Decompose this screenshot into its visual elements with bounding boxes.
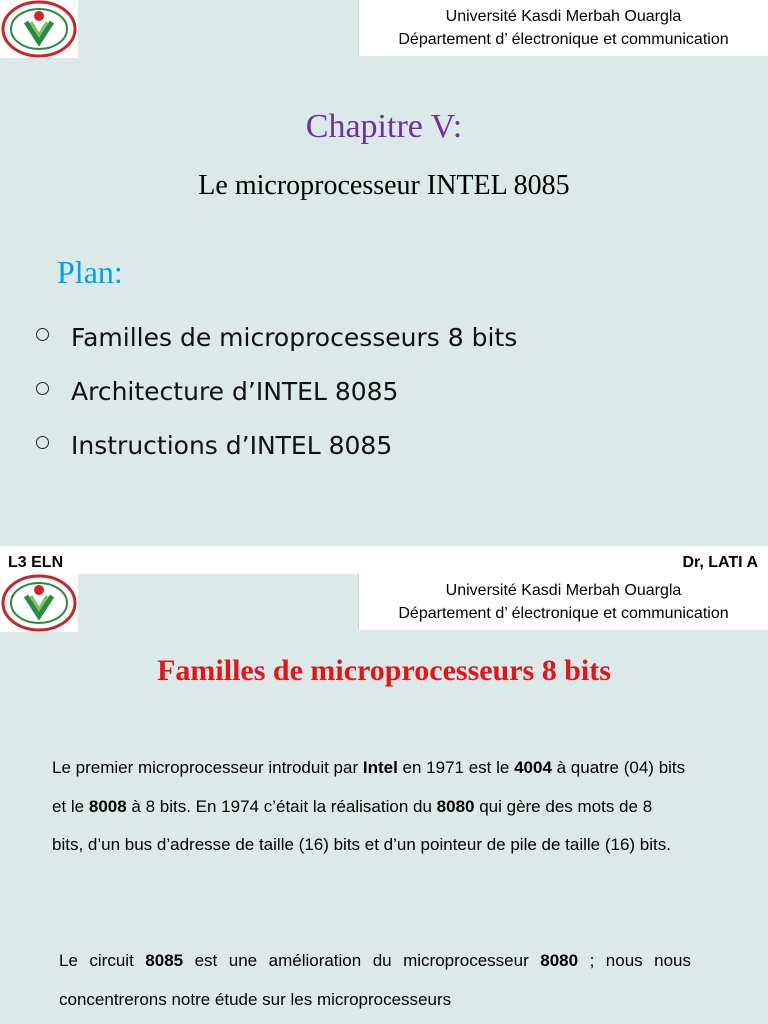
slide-divider [0,546,768,574]
plan-item [36,310,517,364]
chapter-title: Chapitre V: [305,108,463,145]
text-run: Le premier microprocesseur introduit par [52,758,363,777]
university-name: Université Kasdi Merbah Ouargla [445,8,682,25]
department-name: Département d’ électronique et communication [398,605,729,622]
paragraph-8085 [59,942,691,1019]
plan-item-label: Instructions d’INTEL 8085 [71,430,393,460]
bold-run: 4004 [514,758,552,777]
chapter-subtitle: Le microprocesseur INTEL 8085 [198,170,570,201]
plan-item [36,364,517,418]
bold-run: 8008 [88,796,127,816]
university-header [358,0,768,56]
circle-bullet-icon [36,436,49,449]
circle-bullet-icon [36,328,49,341]
text-run: Le circuit [59,951,146,970]
text-run: qui gère des mots de 8 bits, d’un bus d’adresse de taille (16) bits et d’un pointeur de pile de taille (16) bits. [52,796,671,854]
bold-run: 8080 [540,951,579,970]
plan-item [36,418,517,472]
university-name: Université Kasdi Merbah Ouargla [445,582,682,599]
university-logo [0,574,78,632]
plan-item-label: Architecture d’INTEL 8085 [71,376,399,406]
plan-title: Plan: [57,254,123,290]
text-run: à 8 bits. En 1974 c’était la réalisation du [126,796,437,816]
bold-run: 8080 [436,796,475,816]
text-run: est une amélioration du microprocesseur [183,951,541,970]
footer-author: Dr, LATI A [682,554,758,571]
department-name: Département d’ électronique et communication [398,31,729,48]
plan-list [36,310,517,472]
text-run: en 1971 est le [397,758,515,777]
footer-class-label: L3 ELN [8,554,64,571]
section-title: Familles de microprocesseurs 8 bits [157,654,611,687]
bold-run: 8085 [145,951,184,970]
bold-run: Intel [362,758,398,777]
university-header [358,574,768,630]
slide-2 [0,574,768,1024]
circle-bullet-icon [36,382,49,395]
university-logo [0,0,78,58]
text-run: à quatre (04) bits et le [52,758,686,816]
paragraph-history [52,749,686,865]
text-run: ; nous nous concentrerons notre étude sur les microprocesseurs [59,951,691,1009]
plan-item-label: Familles de microprocesseurs 8 bits [71,322,518,352]
